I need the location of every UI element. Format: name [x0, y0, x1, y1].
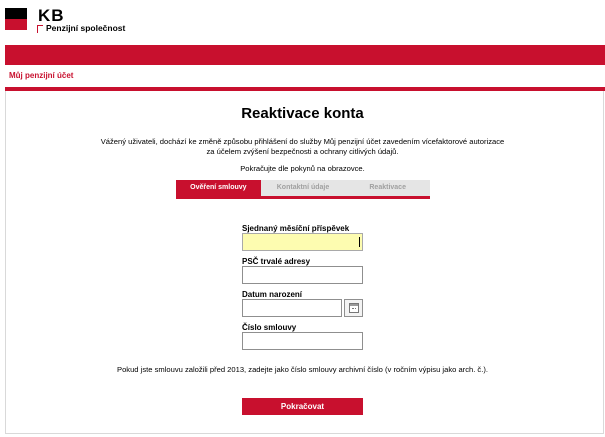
breadcrumb[interactable]: Můj penzijní účet	[9, 71, 74, 80]
postal-code-label: PSČ trvalé adresy	[242, 257, 311, 266]
contribution-input[interactable]	[242, 233, 363, 251]
intro-line-2: za účelem zvýšení bezpečnosti a ochrany citlivých údajů.	[206, 147, 399, 156]
contract-number-input[interactable]	[242, 332, 363, 350]
brand-name: KB	[38, 6, 65, 25]
intro-line-1: Vážený uživateli, dochází ke změně způsobu přihlášení do služby Můj penzijní účet zavedením vícefaktorové autorizace	[100, 137, 505, 146]
birth-date-label: Datum narození	[242, 290, 303, 299]
postal-code-input[interactable]	[242, 266, 363, 284]
header-band	[5, 45, 605, 65]
step-contract-verification: Ověření smlouvy	[176, 180, 261, 199]
calendar-icon	[349, 303, 359, 313]
birth-date-input[interactable]	[242, 299, 342, 317]
page-title: Reaktivace konta	[241, 105, 364, 122]
continue-note: Pokračujte dle pokynů na obrazovce.	[240, 164, 365, 173]
archive-number-note: Pokud jste smlouvu založili před 2013, zadejte jako číslo smlouvy archivní číslo (v ročním výpisu jako arch. č.).	[117, 365, 488, 374]
contribution-label: Sjednaný měsíční příspěvek	[242, 224, 350, 233]
continue-button[interactable]: Pokračovat	[242, 398, 363, 415]
contract-number-label: Číslo smlouvy	[242, 323, 297, 332]
brand-subtitle: Penzijní společnost	[46, 23, 126, 33]
kb-logo-mark-icon	[5, 8, 27, 30]
intro-text	[0, 137, 605, 157]
text-caret	[359, 237, 360, 247]
date-picker-button[interactable]	[344, 299, 363, 317]
step-reactivation: Reaktivace	[345, 180, 430, 199]
step-contact-details: Kontaktní údaje	[261, 180, 346, 199]
logo-corner-icon	[37, 25, 43, 33]
step-indicator	[176, 180, 430, 199]
breadcrumb-row	[5, 65, 605, 87]
